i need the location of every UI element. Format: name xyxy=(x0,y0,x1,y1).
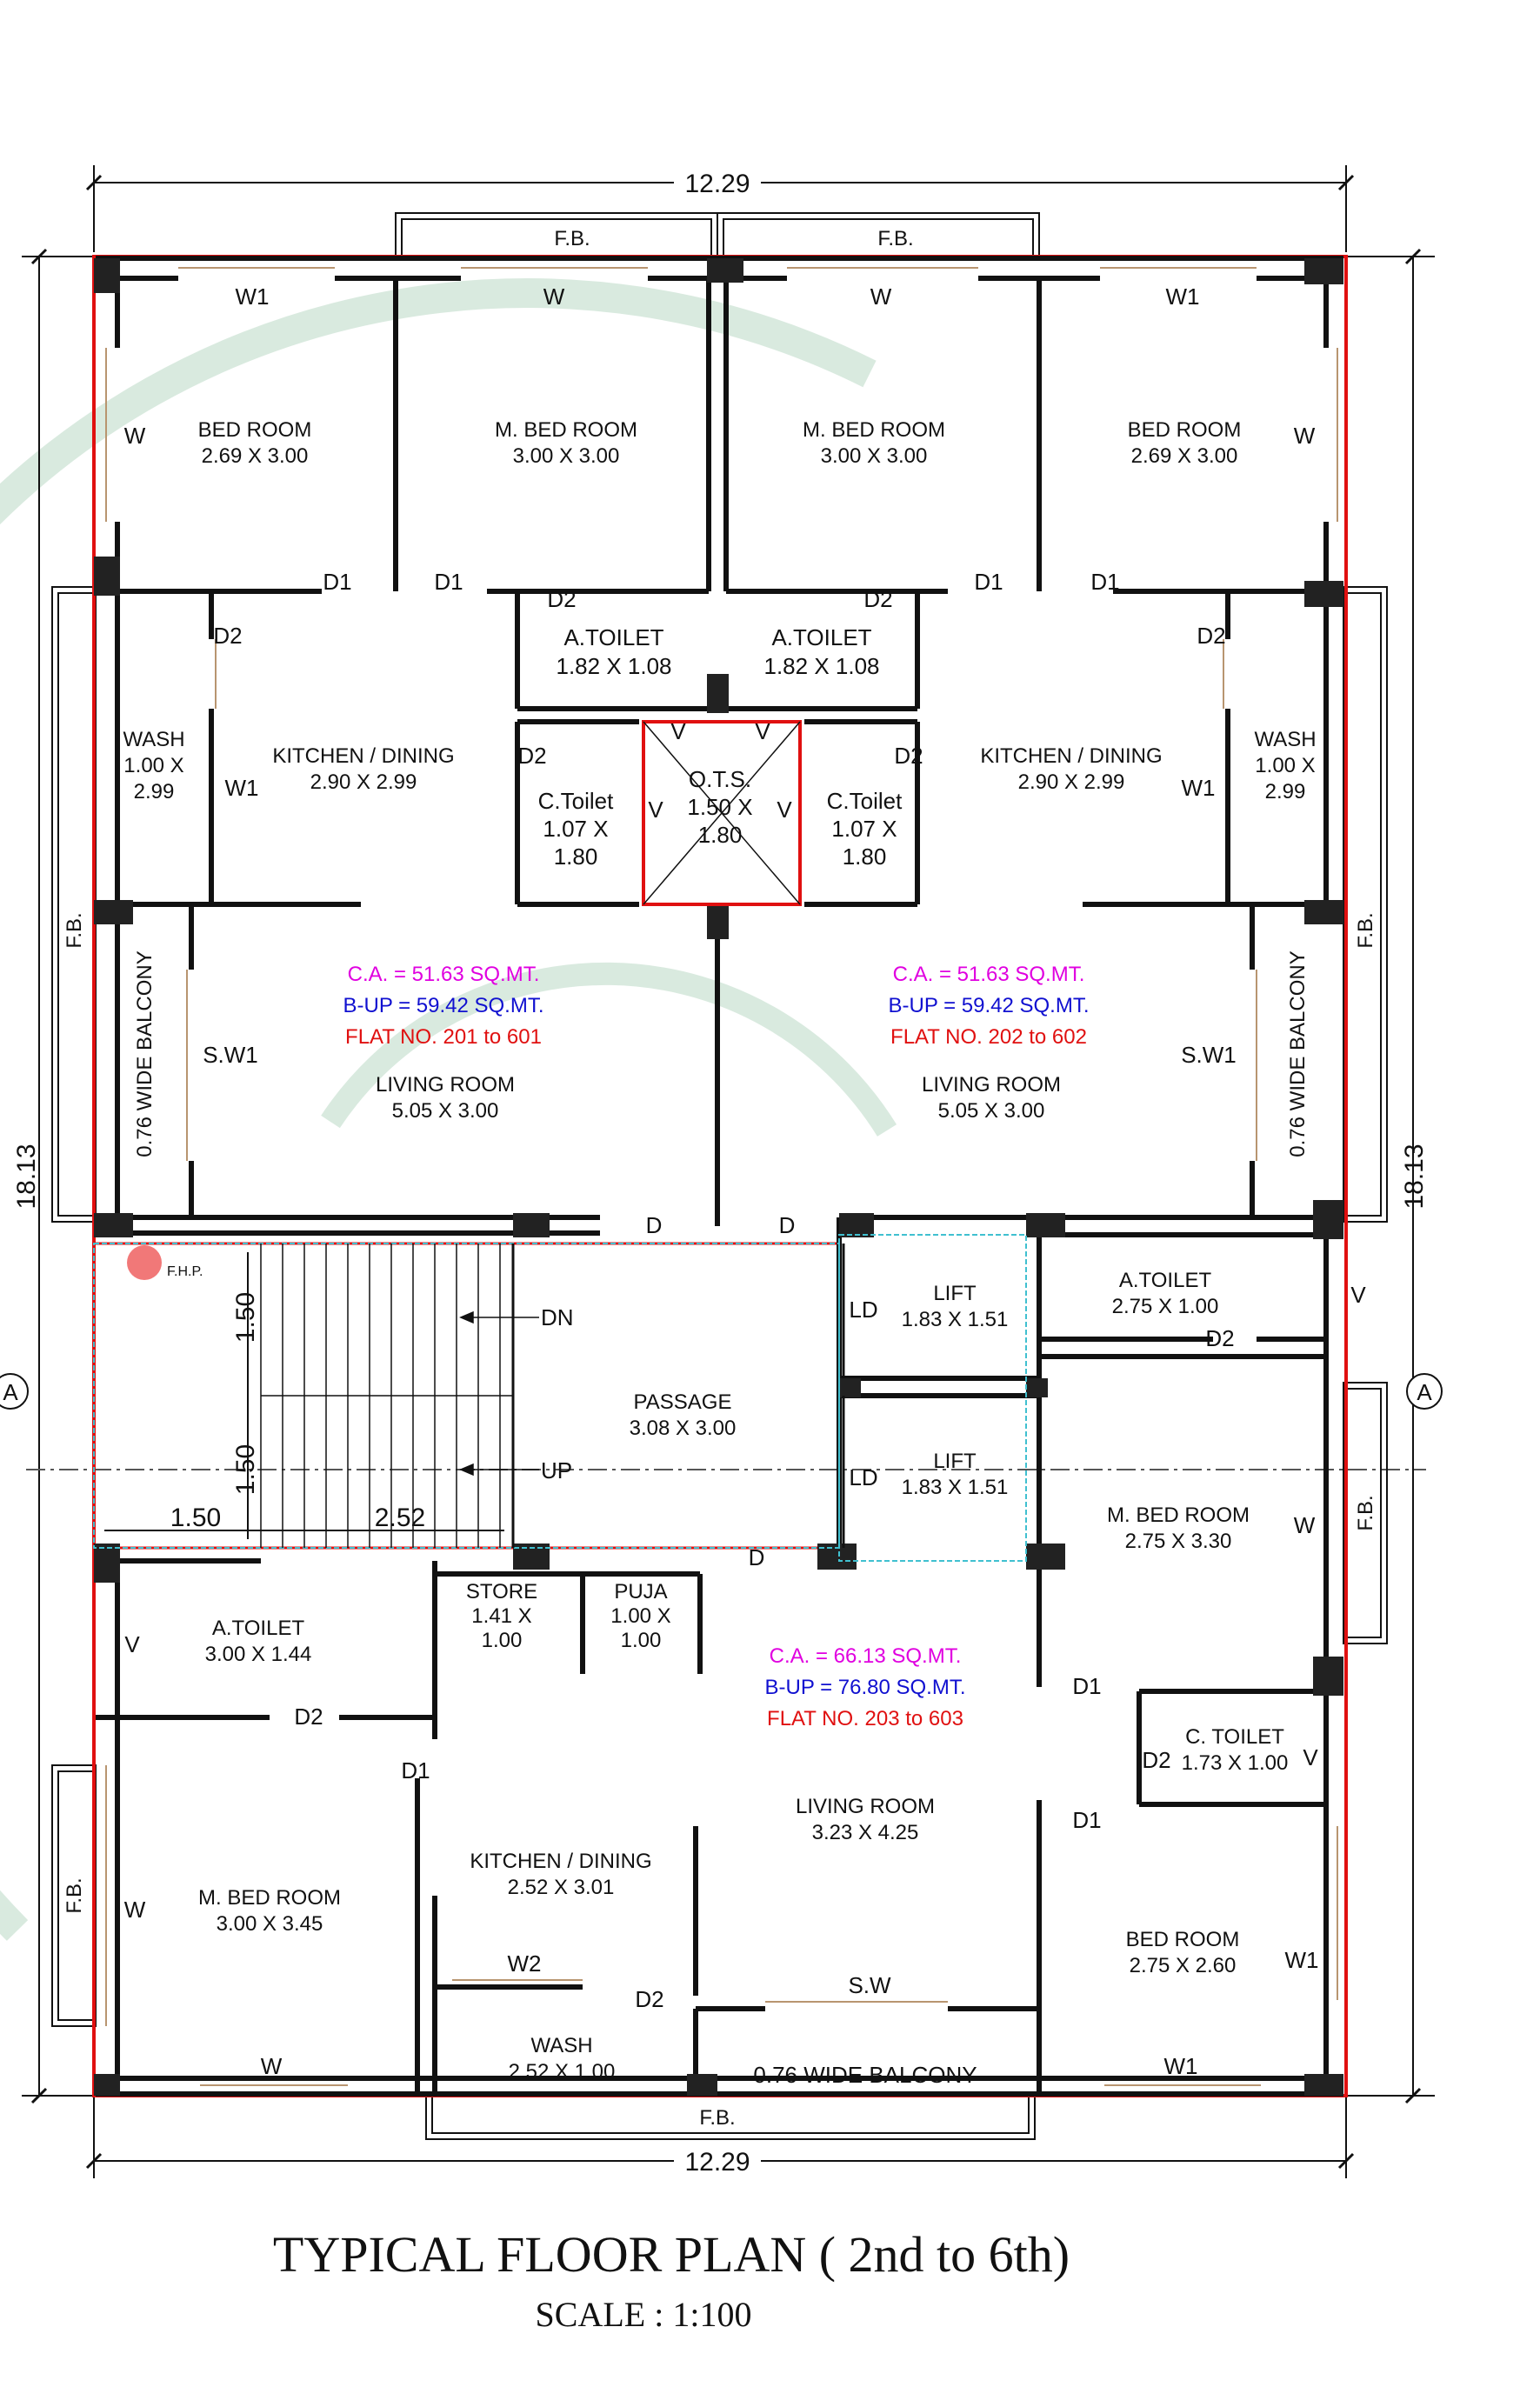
room-name: M. BED ROOM xyxy=(197,1886,342,1910)
window-tag: S.W1 xyxy=(1181,1042,1237,1068)
room-labels xyxy=(198,418,1250,2084)
ventilator-tag: V xyxy=(1350,1282,1366,1308)
fb-label: F.B. xyxy=(1354,1495,1377,1531)
door-tag: D1 xyxy=(1090,569,1120,595)
room-name: BED ROOM xyxy=(1127,418,1242,442)
window-tag: W xyxy=(123,423,146,449)
plan-scale: SCALE : 1:100 xyxy=(535,2295,752,2334)
door-tag: D2 xyxy=(863,586,893,612)
ventilator-tag: V xyxy=(124,1631,140,1657)
walls xyxy=(96,258,1343,2096)
fhp-icon xyxy=(127,1245,162,1280)
puja-label: PUJA xyxy=(614,1580,668,1604)
fb-label: F.B. xyxy=(554,227,590,250)
room-name: A.TOILET xyxy=(563,624,664,650)
ventilator-tag: V xyxy=(755,718,770,744)
window-tag: W xyxy=(123,1897,146,1923)
door-tag: D2 xyxy=(1142,1747,1171,1773)
window-tag: W1 xyxy=(224,775,259,801)
window-tag: W1 xyxy=(235,283,270,310)
ctoilet-label: C. TOILET xyxy=(1185,1725,1284,1749)
stair-dim: 1.50 xyxy=(170,1504,222,1532)
room-name: A.TOILET xyxy=(1118,1269,1212,1292)
carpet-area: C.A. = 51.63 SQ.MT. xyxy=(892,963,1085,986)
window-tag: W1 xyxy=(1284,1947,1319,1973)
flat-number: FLAT NO. 203 to 603 xyxy=(767,1707,963,1730)
door-tag: D2 xyxy=(894,743,923,769)
ctoilet-label: 1.07 X xyxy=(543,816,609,842)
section-mark-right: A xyxy=(1417,1379,1432,1405)
balcony-label: 0.76 WIDE BALCONY xyxy=(753,2062,977,2088)
fb-label: F.B. xyxy=(1354,912,1377,949)
stair-down-label: DN xyxy=(541,1304,574,1330)
puja-label: 1.00 xyxy=(620,1629,662,1652)
wash-label: 2.99 xyxy=(1264,780,1306,803)
door-tag: D xyxy=(778,1212,796,1238)
room-name: A.TOILET xyxy=(211,1617,305,1640)
plan-title: TYPICAL FLOOR PLAN ( 2nd to 6th) xyxy=(272,2226,1070,2283)
ots-label: O.T.S. xyxy=(688,766,752,792)
room-name: KITCHEN / DINING xyxy=(470,1850,652,1873)
wash-label: 1.00 X xyxy=(123,754,184,777)
stair-up-label: UP xyxy=(541,1457,573,1484)
door-tag: D1 xyxy=(401,1757,430,1784)
room-size: 1.83 X 1.51 xyxy=(901,1476,1009,1499)
built-up-area: B-UP = 59.42 SQ.MT. xyxy=(888,994,1090,1017)
door-tag: D1 xyxy=(974,569,1003,595)
stair-dim: 2.52 xyxy=(374,1504,426,1532)
flat-number: FLAT NO. 201 to 601 xyxy=(345,1025,542,1049)
fb-label: F.B. xyxy=(877,227,914,250)
door-tag: D1 xyxy=(323,569,352,595)
ventilator-tag: V xyxy=(648,797,663,823)
room-size: 2.75 X 2.60 xyxy=(1129,1954,1237,1977)
ctoilet-label: 1.07 X xyxy=(831,816,897,842)
room-size: 3.08 X 3.00 xyxy=(629,1417,737,1440)
store-label: STORE xyxy=(465,1580,538,1604)
dim-right: 18.13 xyxy=(1400,1143,1429,1210)
ctoilet-label: C.Toilet xyxy=(537,788,614,814)
lift-door-tag: LD xyxy=(849,1297,878,1323)
carpet-area: C.A. = 66.13 SQ.MT. xyxy=(769,1644,962,1668)
room-size: 1.82 X 1.08 xyxy=(556,653,672,679)
room-size: 5.05 X 3.00 xyxy=(937,1099,1045,1123)
room-name: WASH xyxy=(530,2034,593,2057)
fb-label: F.B. xyxy=(699,2106,736,2130)
built-up-area: B-UP = 59.42 SQ.MT. xyxy=(343,994,544,1017)
flat-number: FLAT NO. 202 to 602 xyxy=(890,1025,1087,1049)
room-name: LIVING ROOM xyxy=(921,1073,1062,1097)
room-name: LIVING ROOM xyxy=(795,1795,936,1818)
window-tag: W xyxy=(543,283,565,310)
window-tag: W xyxy=(260,2053,283,2079)
ventilator-tag: V xyxy=(1303,1744,1318,1770)
room-name: PASSAGE xyxy=(633,1390,732,1414)
stair-dim: 1.50 xyxy=(231,1444,260,1496)
room-name: M. BED ROOM xyxy=(1106,1504,1250,1527)
ventilator-tag: V xyxy=(777,797,792,823)
fb-label: F.B. xyxy=(63,912,86,949)
room-name: KITCHEN / DINING xyxy=(980,744,1163,768)
room-size: 2.75 X 3.30 xyxy=(1124,1530,1232,1553)
room-size: 5.05 X 3.00 xyxy=(391,1099,499,1123)
room-size: 3.00 X 3.00 xyxy=(512,444,620,468)
ctoilet-label: 1.80 xyxy=(842,843,887,870)
door-tag: D1 xyxy=(1072,1807,1102,1833)
room-name: M. BED ROOM xyxy=(494,418,638,442)
door-tag: D1 xyxy=(1072,1673,1102,1699)
carpet-area: C.A. = 51.63 SQ.MT. xyxy=(347,963,540,986)
door-tag: D2 xyxy=(547,586,577,612)
window-tag: S.W xyxy=(848,1972,891,1998)
ctoilet-label: C.Toilet xyxy=(826,788,903,814)
room-size: 3.23 X 4.25 xyxy=(811,1821,919,1844)
window-tag: W1 xyxy=(1165,283,1200,310)
room-name: LIFT xyxy=(933,1282,977,1305)
window-tag: W1 xyxy=(1163,2053,1198,2079)
door-tag: D2 xyxy=(635,1986,664,2012)
room-size: 3.00 X 1.44 xyxy=(204,1643,312,1666)
room-name: BED ROOM xyxy=(1125,1928,1240,1951)
room-name: LIVING ROOM xyxy=(375,1073,516,1097)
door-tag: D xyxy=(748,1544,765,1570)
window-tag: W xyxy=(870,283,892,310)
balcony-label: 0.76 WIDE BALCONY xyxy=(133,950,157,1157)
windows xyxy=(106,268,1337,2085)
store-label: 1.41 X xyxy=(471,1604,532,1628)
window-tag: W xyxy=(1293,423,1316,449)
door-tag: D xyxy=(645,1212,663,1238)
built-up-area: B-UP = 76.80 SQ.MT. xyxy=(764,1676,966,1699)
wash-label: 1.00 X xyxy=(1255,754,1316,777)
room-size: 1.83 X 1.51 xyxy=(901,1308,1009,1331)
window-tag: W xyxy=(1293,1512,1316,1538)
room-name: LIFT xyxy=(933,1450,977,1473)
dim-top: 12.29 xyxy=(684,170,750,198)
balcony-label: 0.76 WIDE BALCONY xyxy=(1286,950,1310,1157)
fhp-label: F.H.P. xyxy=(167,1264,203,1279)
door-tag: D1 xyxy=(434,569,463,595)
door-tag: D2 xyxy=(213,623,243,649)
staircase xyxy=(261,1244,539,1548)
room-size: 1.82 X 1.08 xyxy=(763,653,880,679)
wash-label: WASH xyxy=(1254,728,1317,751)
ots-label: 1.80 xyxy=(697,822,743,848)
ctoilet-label: 1.73 X 1.00 xyxy=(1181,1751,1289,1775)
ctoilet-label: 1.80 xyxy=(553,843,598,870)
window-tag: W1 xyxy=(1181,775,1216,801)
door-tag: D2 xyxy=(517,743,547,769)
puja-label: 1.00 X xyxy=(610,1604,671,1628)
window-tag: S.W1 xyxy=(203,1042,258,1068)
wash-label: 2.99 xyxy=(133,780,175,803)
room-size: 2.75 X 1.00 xyxy=(1111,1295,1219,1318)
wash-label: WASH xyxy=(123,728,185,751)
dim-bottom: 12.29 xyxy=(684,2148,750,2177)
room-name: BED ROOM xyxy=(197,418,312,442)
room-size: 3.00 X 3.00 xyxy=(820,444,928,468)
lift-door-tag: LD xyxy=(849,1464,878,1490)
dim-left: 18.13 xyxy=(12,1143,41,1210)
room-name: A.TOILET xyxy=(771,624,872,650)
room-size: 2.90 X 2.99 xyxy=(1017,770,1125,794)
door-tag: D2 xyxy=(294,1704,323,1730)
stair-dim: 1.50 xyxy=(231,1291,260,1344)
ventilator-tag: V xyxy=(670,718,686,744)
room-size: 2.52 X 1.00 xyxy=(508,2060,616,2084)
room-size: 3.00 X 3.45 xyxy=(216,1912,323,1936)
fb-label: F.B. xyxy=(63,1877,86,1914)
room-size: 2.69 X 3.00 xyxy=(1130,444,1238,468)
room-name: KITCHEN / DINING xyxy=(272,744,455,768)
section-mark-left: A xyxy=(3,1379,18,1405)
ots-label: 1.50 X xyxy=(687,794,753,820)
room-name: M. BED ROOM xyxy=(802,418,946,442)
window-tag: W2 xyxy=(507,1950,542,1977)
door-tag: D2 xyxy=(1205,1325,1235,1351)
store-label: 1.00 xyxy=(481,1629,523,1652)
room-size: 2.52 X 3.01 xyxy=(507,1876,615,1899)
door-tag: D2 xyxy=(1197,623,1226,649)
room-size: 2.90 X 2.99 xyxy=(310,770,417,794)
room-size: 2.69 X 3.00 xyxy=(201,444,309,468)
